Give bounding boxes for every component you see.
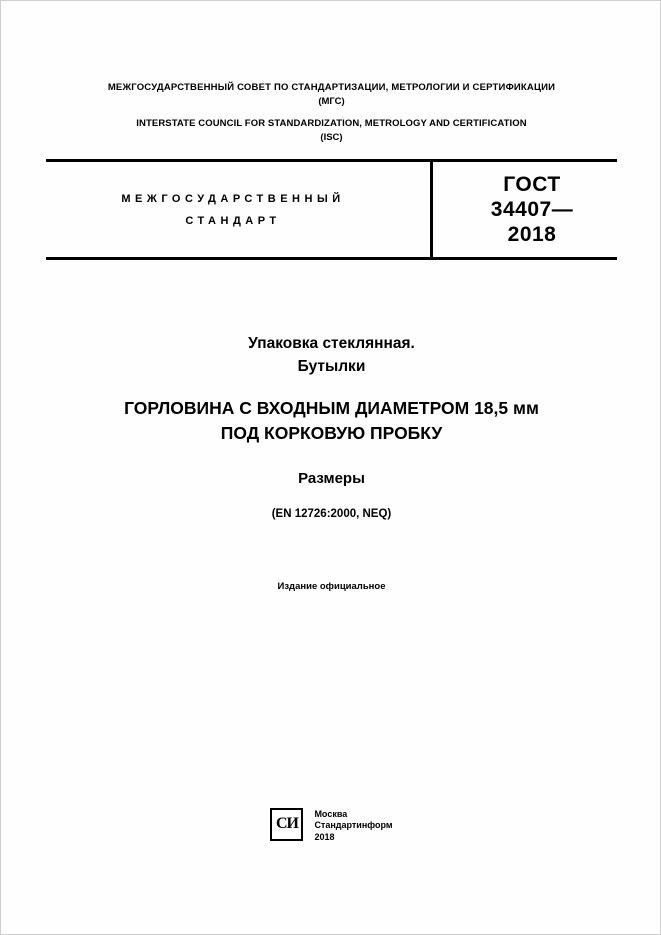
subject-line1: Упаковка стеклянная.: [248, 335, 415, 352]
standard-kind: [46, 162, 430, 257]
council-abbr-en: (ISC): [320, 132, 343, 143]
divider-bottom: [46, 257, 617, 260]
official-edition-note: Издание официальное: [277, 581, 386, 592]
publisher-year: 2018: [314, 831, 335, 842]
publisher-block: [46, 808, 617, 844]
page-content: [46, 29, 617, 909]
title-main-line2: ПОД КОРКОВУЮ ПРОБКУ: [220, 423, 443, 443]
standard-kind-line2: СТАНДАРТ: [185, 214, 281, 227]
standard-kind-line1: МЕЖГОСУДАРСТВЕННЫЙ: [121, 192, 345, 205]
standard-designation: [430, 162, 617, 257]
designation-line2: 34407—: [490, 198, 574, 221]
standard-identification: [46, 162, 617, 257]
publisher-city: Москва: [314, 808, 348, 819]
publisher-info: [314, 808, 392, 844]
publisher-name: Стандартинформ: [314, 820, 393, 830]
designation-line3: 2018: [507, 223, 557, 246]
council-name-en: INTERSTATE COUNCIL FOR STANDARDIZATION, METROLOGY AND CERTIFICATION: [136, 118, 527, 129]
subject-line2: Бутылки: [297, 358, 366, 375]
logo-text: СИ: [275, 815, 298, 832]
council-abbr-ru: (МГС): [318, 96, 345, 107]
equivalence-note: (EN 12726:2000, NEQ): [271, 508, 392, 520]
document-title-block: [46, 332, 617, 592]
issuing-organization: [46, 29, 617, 145]
designation-line1: ГОСТ: [503, 173, 561, 196]
standartinform-logo-icon: [270, 808, 303, 841]
title-section: Размеры: [298, 470, 365, 487]
council-name-ru: МЕЖГОСУДАРСТВЕННЫЙ СОВЕТ ПО СТАНДАРТИЗАЦИИ, МЕТРОЛОГИИ И СЕРТИФИКАЦИИ: [107, 82, 556, 93]
title-main-line1: ГОРЛОВИНА С ВХОДНЫМ ДИАМЕТРОМ 18,5 мм: [124, 398, 539, 418]
